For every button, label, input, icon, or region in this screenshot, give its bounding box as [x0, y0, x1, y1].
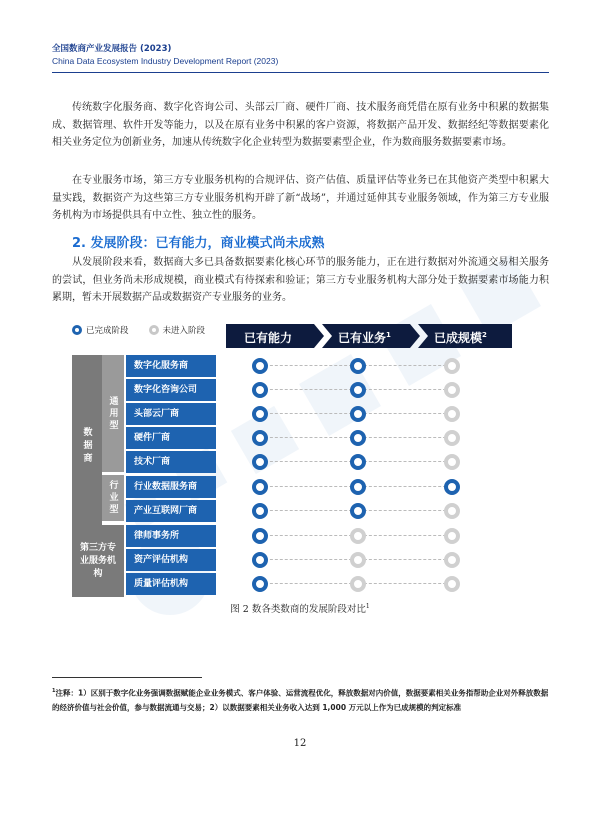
- stage-header-bar: [226, 324, 512, 348]
- stage-marker: [444, 479, 460, 495]
- legend-todo-icon: [149, 325, 159, 335]
- row-label: 硬件厂商: [126, 427, 216, 449]
- matrix-row: [126, 355, 546, 377]
- row-label: 产业互联网厂商: [126, 500, 216, 522]
- stage-marker: [444, 503, 460, 519]
- figure-legend: [72, 324, 205, 336]
- stage-marker: [252, 552, 268, 568]
- stage-marker: [444, 528, 460, 544]
- header-title-cn: 全国数商产业发展报告 (2023): [52, 44, 172, 54]
- stage-marker: [350, 358, 366, 374]
- stage-label-capability: 已有能力: [244, 331, 293, 345]
- row-label: 头部云厂商: [126, 403, 216, 425]
- matrix-row: [126, 403, 546, 425]
- footnote-divider: [52, 677, 202, 678]
- footnote: $^1$注释：1）区别于数字化业务强调数据赋能企业业务模式、客户体验、运营流程优化，释放数据对内价值，数据要素相关业务指帮助企业对外释放数据的经济价值与社会价值，参与数据流通与交易；2）以数据要素相关业务收入达到 1,000 万元以上作为已成规模的判定标准: [52, 688, 549, 712]
- running-header: [52, 42, 278, 66]
- stage-marker: [252, 528, 268, 544]
- category-third-party: 第三方专业服务机构: [72, 525, 124, 597]
- stage-marker: [252, 382, 268, 398]
- matrix-row: [126, 476, 546, 498]
- stage-marker: [444, 552, 460, 568]
- stage-marker: [444, 358, 460, 374]
- stage-marker: [350, 528, 366, 544]
- stage-marker: [350, 552, 366, 568]
- category-data-vendor: 数据商: [72, 355, 102, 537]
- stage-marker: [252, 503, 268, 519]
- row-label: 律师事务所: [126, 525, 216, 547]
- matrix-row: [126, 379, 546, 401]
- row-label: 数字化服务商: [126, 355, 216, 377]
- paragraph-2: 在专业服务市场，第三方专业服务机构的合规评估、资产估值、质量评估等业务已在其他资产类型中积累大量实践，数据资产为这些第三方专业服务机构开辟了新“战场”，并通过延伸其专业服务领域，作为第三方专业服务机构为市场提供具有中立性、独立性的服务。: [52, 175, 549, 221]
- paragraph-1: 传统数字化服务商、数字化咨询公司、头部云厂商、硬件厂商、技术服务商凭借在原有业务中积累的数据集成、数据管理、软件开发等能力，以及在原有业务中积累的客户资源，将数据产品开发、数据经纪等数据要素化相关业务定位为创新业务，加速从传统数字化企业转型为数据要素型企业，作为数商服务数据要素市场。: [52, 102, 549, 148]
- row-label: 质量评估机构: [126, 573, 216, 595]
- matrix-row: [126, 427, 546, 449]
- stage-marker: [350, 430, 366, 446]
- stage-marker: [252, 430, 268, 446]
- header-divider: [52, 72, 549, 73]
- row-label: 行业数据服务商: [126, 476, 216, 498]
- legend-todo-label: 未进入阶段: [162, 326, 206, 336]
- matrix-row: [126, 525, 546, 547]
- matrix-row: [126, 549, 546, 571]
- matrix-row: [126, 451, 546, 473]
- matrix-row: [126, 573, 546, 595]
- stage-marker: [252, 479, 268, 495]
- stage-marker: [350, 479, 366, 495]
- stage-label-scale: 已成规模$^2$: [434, 331, 487, 345]
- legend-done-label: 已完成阶段: [86, 326, 129, 336]
- stage-marker: [252, 406, 268, 422]
- stage-marker: [252, 358, 268, 374]
- row-label: 资产评估机构: [126, 549, 216, 571]
- stage-marker: [444, 454, 460, 470]
- stage-marker: [350, 576, 366, 592]
- subcategory-industry: 行业型: [102, 475, 124, 521]
- stage-marker: [444, 430, 460, 446]
- stage-marker: [444, 576, 460, 592]
- stage-marker: [444, 382, 460, 398]
- stage-marker: [252, 576, 268, 592]
- page-number: 12: [293, 738, 307, 749]
- matrix-row: [126, 500, 546, 522]
- stage-marker: [252, 454, 268, 470]
- stage-marker: [350, 382, 366, 398]
- figure-caption: 图 2 数各类数商的发展阶段对比$^1$: [230, 602, 370, 615]
- subcategory-general: 通用型: [102, 355, 124, 472]
- row-label: 技术厂商: [126, 451, 216, 473]
- row-label: 数字化咨询公司: [126, 379, 216, 401]
- paragraph-3: 从发展阶段来看，数据商大多已具备数据要素化核心环节的服务能力，正在进行数据对外流通交易相关服务的尝试，但业务尚未形成规模，商业模式有待探索和验证；第三方专业服务机构大部分处于数据要素市场能力积累期，暂未开展数据产品或数据资产专业服务的业务。: [52, 257, 549, 303]
- section-title: 2. 发展阶段：已有能力，商业模式尚未成熟: [72, 236, 325, 251]
- stage-marker: [350, 454, 366, 470]
- stage-marker: [444, 406, 460, 422]
- legend-done-icon: [72, 325, 82, 335]
- stage-marker: [350, 503, 366, 519]
- header-title-en: China Data Ecosystem Industry Development Report (2023): [52, 56, 279, 66]
- stage-marker: [350, 406, 366, 422]
- stage-label-business: 已有业务$^1$: [338, 331, 391, 345]
